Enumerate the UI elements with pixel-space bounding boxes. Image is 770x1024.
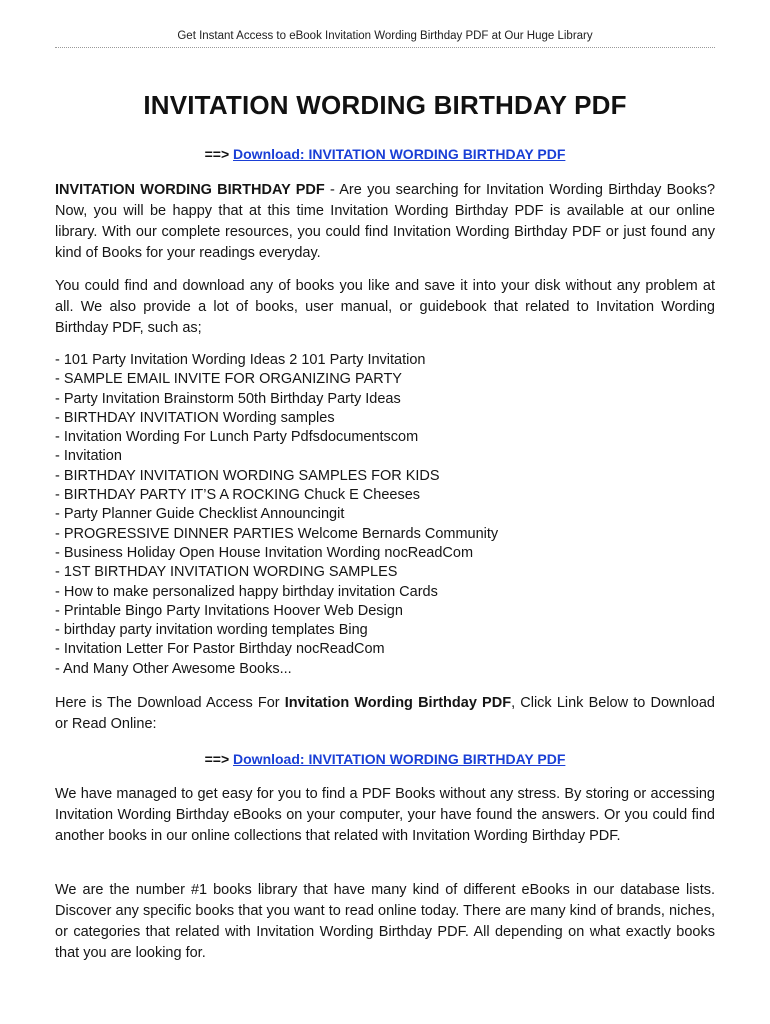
download-link-bottom[interactable]: Download: INVITATION WORDING BIRTHDAY PDF bbox=[233, 751, 566, 767]
list-item: - BIRTHDAY PARTY IT’S A ROCKING Chuck E Cheeses bbox=[55, 487, 421, 504]
paragraph-library: We are the number #1 books library that have many kind of different eBooks in our database lists. Discover any specific books that you want to read online today. There are many kind of brands, niches, or categories that related with Invitation Wording Birthday PDF. All depending on what exactly books that you are looking for. bbox=[55, 882, 715, 961]
list-item: - And Many Other Awesome Books... bbox=[55, 660, 292, 677]
list-item: - birthday party invitation wording templates Bing bbox=[55, 622, 368, 639]
access-before: Here is The Download Access For bbox=[55, 695, 285, 711]
intro-paragraph bbox=[55, 180, 715, 264]
intro-text: - Are you searching for Invitation Wording Birthday Books? Now, you will be happy that at this time Invitation Wording Birthday PDF is available at our online library. With our complete resources, you could find Invitation Wording Birthday PDF or just found any kind of Books for your readings everyday. bbox=[55, 182, 716, 261]
list-item: - Party Invitation Brainstorm 50th Birthday Party Ideas bbox=[55, 390, 401, 407]
list-item: - Invitation Wording For Lunch Party Pdfsdocumentscom bbox=[55, 429, 419, 446]
list-item: - Printable Bingo Party Invitations Hoover Web Design bbox=[55, 602, 403, 619]
page-title: INVITATION WORDING BIRTHDAY PDF bbox=[143, 90, 627, 120]
related-books-list bbox=[55, 351, 715, 679]
access-paragraph bbox=[55, 693, 715, 735]
list-item: - How to make personalized happy birthday invitation Cards bbox=[55, 583, 438, 600]
list-item: - SAMPLE EMAIL INVITE FOR ORGANIZING PARTY bbox=[55, 371, 402, 388]
list-item: - Party Planner Guide Checklist Announcingit bbox=[55, 506, 345, 523]
download-line-top bbox=[55, 146, 715, 162]
header-divider bbox=[55, 47, 715, 48]
access-bold: Invitation Wording Birthday PDF bbox=[284, 695, 512, 711]
list-item: - 1ST BIRTHDAY INVITATION WORDING SAMPLES bbox=[55, 564, 398, 581]
download-link-top[interactable]: Download: INVITATION WORDING BIRTHDAY PDF bbox=[233, 146, 566, 162]
list-item: - Business Holiday Open House Invitation Wording nocReadCom bbox=[55, 544, 474, 561]
download-prefix: ==> bbox=[204, 146, 230, 162]
list-item: - 101 Party Invitation Wording Ideas 2 101 Party Invitation bbox=[55, 352, 426, 368]
list-item: - BIRTHDAY INVITATION WORDING SAMPLES FOR KIDS bbox=[55, 467, 440, 484]
list-item: - PROGRESSIVE DINNER PARTIES Welcome Bernards Community bbox=[55, 525, 499, 542]
paragraph-find-download: You could find and download any of books you like and save it into your disk without any problem at all. We also provide a lot of books, user manual, or guidebook that related to Invitation Wording Birthday PDF, such as; bbox=[55, 278, 715, 336]
intro-lead: INVITATION WORDING BIRTHDAY PDF bbox=[55, 182, 325, 198]
running-header: Get Instant Access to eBook Invitation Wording Birthday PDF at Our Huge Library bbox=[177, 30, 593, 42]
download-prefix: ==> bbox=[204, 751, 230, 767]
access-after: , Click Link Below to Download or Read Online: bbox=[55, 695, 715, 732]
list-item: - Invitation Letter For Pastor Birthday nocReadCom bbox=[55, 641, 385, 658]
paragraph-managed: We have managed to get easy for you to find a PDF Books without any stress. By storing or accessing Invitation Wording Birthday eBooks on your computer, your have found the answers. Or you could find another books in our online collections that related with Invitation Wording Birthday PDF. bbox=[55, 786, 715, 844]
download-line-bottom bbox=[55, 751, 715, 767]
list-item: - Invitation bbox=[55, 448, 122, 465]
list-item: - BIRTHDAY INVITATION Wording samples bbox=[55, 409, 335, 426]
